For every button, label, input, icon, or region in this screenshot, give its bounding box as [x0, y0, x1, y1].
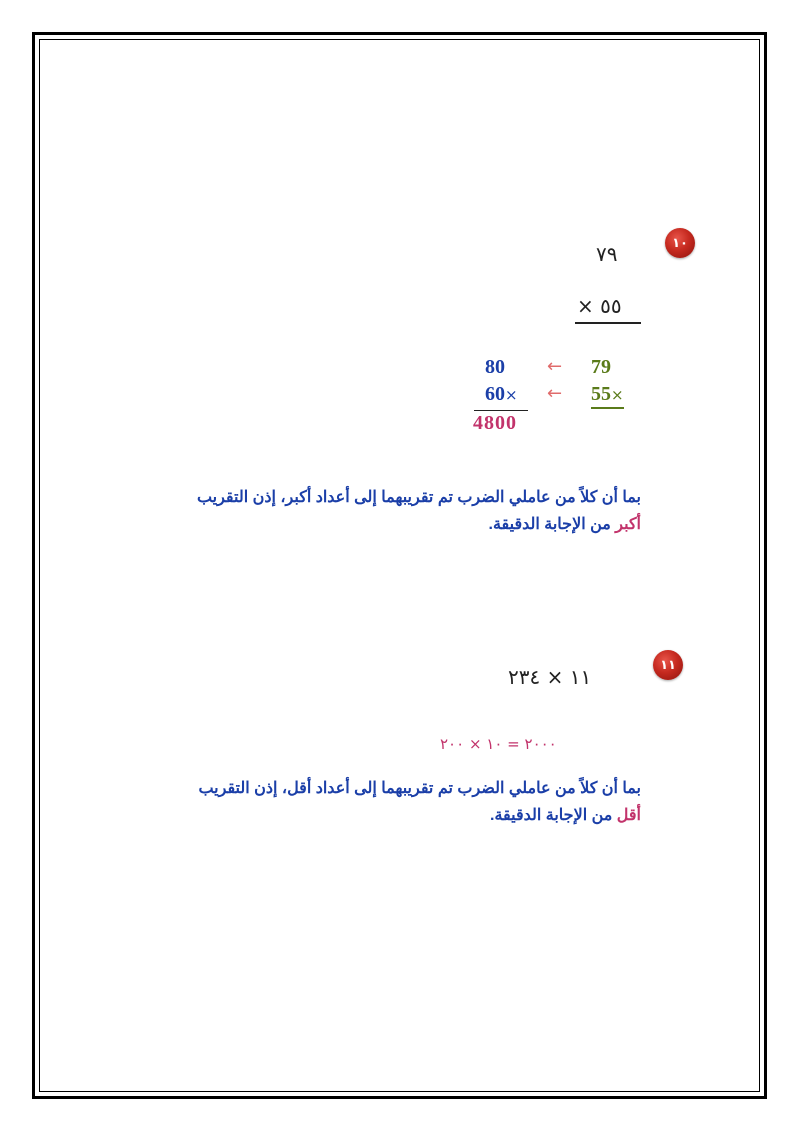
problem-10-top-number: ٧٩ — [596, 242, 618, 266]
rounding-product-line — [474, 410, 528, 411]
rounding-arrow-bottom: ← — [547, 383, 563, 404]
problem-10-highlight-word: أكبر — [615, 516, 641, 533]
rounding-arrow-top: ← — [547, 356, 563, 377]
problem-11-explanation-line-1: بما أن كلاً من عاملي الضرب تم تقريبهما إلى أعداد أقل، إذن التقريب — [198, 780, 641, 797]
problem-10-number: ١٠ — [672, 235, 688, 251]
problem-10-explanation-rest: من الإجابة الدقيقة. — [488, 516, 616, 533]
problem-11-number-badge — [653, 650, 683, 680]
times-symbol-right: × — [611, 386, 624, 404]
problem-11-number: ١١ — [660, 657, 676, 673]
problem-10-product-line — [575, 322, 641, 324]
problem-11-explanation — [61, 775, 641, 829]
rounded-bottom-value: 60 — [485, 383, 505, 405]
page-border-inner — [39, 39, 760, 1092]
problem-11-highlight-word: أقل — [616, 807, 641, 824]
original-bottom-row — [591, 383, 624, 409]
original-bottom-value: 55 — [591, 383, 611, 405]
times-symbol-left: × — [505, 386, 518, 404]
problem-11-explanation-line-2 — [61, 802, 641, 829]
rounding-product: 4800 — [473, 412, 517, 434]
problem-11-expression: ١١ × ٢٣٤ — [508, 665, 592, 689]
problem-10-number-badge — [665, 228, 695, 258]
rounded-top-value: 80 — [485, 356, 505, 378]
problem-10-explanation — [81, 484, 641, 538]
problem-11-equation: ٢٠٠٠ = ١٠ × ٢٠٠ — [440, 735, 557, 753]
problem-10-bottom-number: ٥٥ × — [577, 294, 622, 318]
problem-10-explanation-line-1: بما أن كلاً من عاملي الضرب تم تقريبهما إلى أعداد أكبر، إذن التقريب — [196, 489, 641, 506]
rounded-bottom-row — [485, 383, 518, 406]
problem-10-explanation-line-2 — [81, 511, 641, 538]
original-top-value: 79 — [591, 356, 611, 378]
problem-11-explanation-rest: من الإجابة الدقيقة. — [490, 807, 617, 824]
